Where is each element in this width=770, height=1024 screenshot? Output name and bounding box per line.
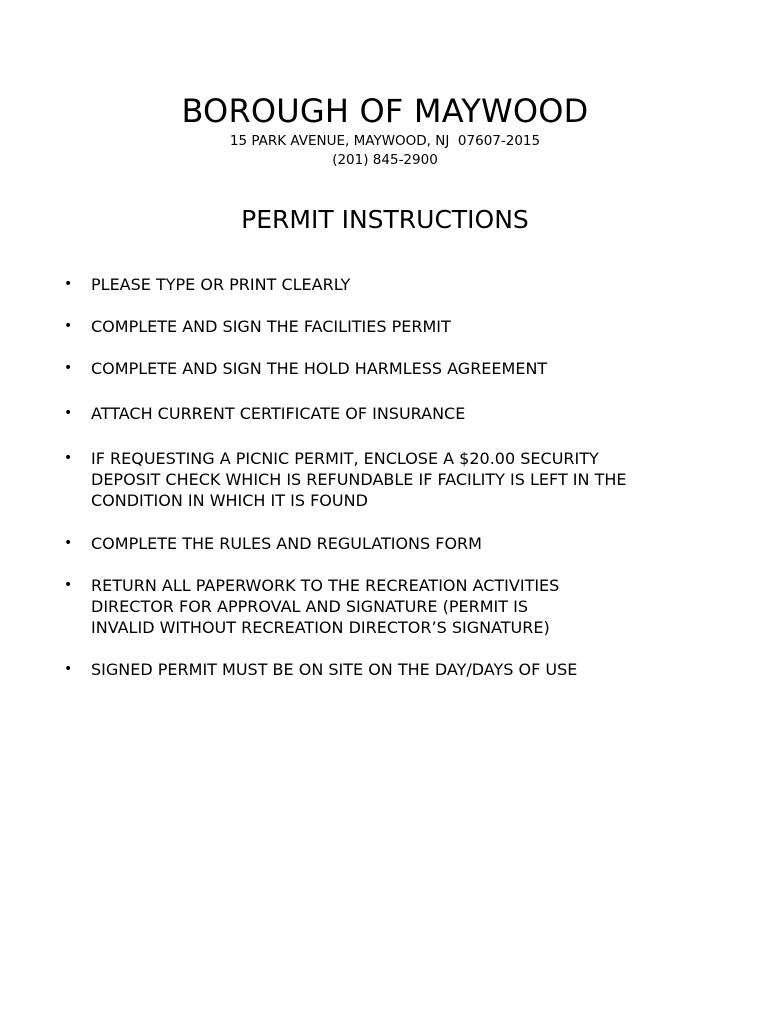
instruction-item: [64, 575, 704, 638]
instruction-text: COMPLETE THE RULES AND REGULATIONS FORM: [91, 534, 482, 553]
instruction-item: [64, 403, 704, 424]
bullet-icon: •: [64, 577, 73, 593]
instruction-item: [64, 274, 704, 295]
bullet-icon: •: [64, 535, 73, 551]
bullet-icon: •: [64, 276, 73, 292]
organization-phone: (201) 845-2900: [332, 152, 438, 168]
instruction-text: RETURN ALL PAPERWORK TO THE RECREATION ACTIVITIES DIRECTOR FOR APPROVAL AND SIGNATURE (PERMIT IS INVALID WITHOUT RECREATION DIRECTOR’S SIGNATURE): [91, 576, 560, 637]
instruction-text: COMPLETE AND SIGN THE HOLD HARMLESS AGREEMENT: [91, 359, 548, 378]
bullet-icon: •: [64, 661, 73, 677]
instruction-text: COMPLETE AND SIGN THE FACILITIES PERMIT: [91, 317, 451, 336]
bullet-icon: •: [64, 405, 73, 421]
bullet-icon: •: [64, 360, 73, 376]
instruction-item: [64, 659, 704, 680]
instruction-text: ATTACH CURRENT CERTIFICATE OF INSURANCE: [91, 404, 466, 423]
instruction-item: [64, 358, 704, 379]
instruction-item: [64, 448, 704, 511]
organization-name: BOROUGH OF MAYWOOD: [181, 92, 589, 130]
page-title: PERMIT INSTRUCTIONS: [241, 205, 529, 234]
instruction-text: PLEASE TYPE OR PRINT CLEARLY: [91, 275, 351, 294]
instruction-item: [64, 316, 704, 337]
bullet-icon: •: [64, 318, 73, 334]
bullet-icon: •: [64, 450, 73, 466]
organization-address: 15 PARK AVENUE, MAYWOOD, NJ 07607-2015: [229, 133, 541, 149]
instruction-text: SIGNED PERMIT MUST BE ON SITE ON THE DAY/DAYS OF USE: [91, 660, 578, 679]
instruction-item: [64, 533, 704, 554]
instruction-text: IF REQUESTING A PICNIC PERMIT, ENCLOSE A $20.00 SECURITY DEPOSIT CHECK WHICH IS REFUNDABLE IF FACILITY IS LEFT IN THE CONDITION IN WHICH IT IS FOUND: [91, 449, 627, 510]
